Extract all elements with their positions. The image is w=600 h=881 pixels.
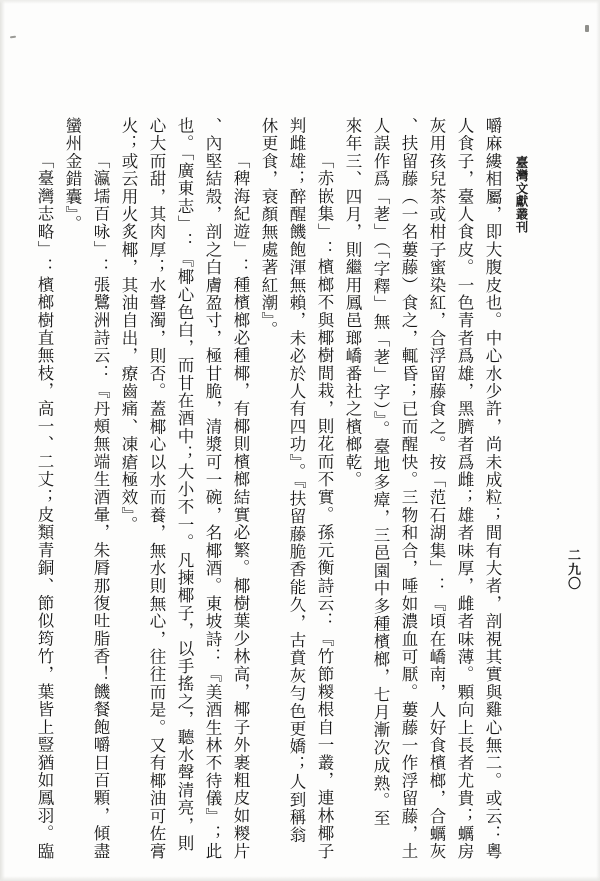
text-column: 「稗海紀遊」：種檳榔必種椰，有椰則檳榔結實必繁。椰樹葉少林高，椰子外裹粗皮如糉片 xyxy=(231,152,250,860)
text-column: 來年三、四月，則繼用鳳邑瑯嶠番社之檳榔乾。 xyxy=(343,117,362,489)
text-column: 也。「廣東志」：『椰心色白，而甘在酒中；大小不一。凡揀椰子，以手搖之，聽水聲清亮，則 xyxy=(175,117,194,853)
scan-edge-shadow xyxy=(596,0,600,881)
body-text-block xyxy=(30,117,506,865)
text-column: 、內堅結殼，剖之白膚盈寸，極甘脆，清漿可一碗，名椰酒。東坡詩：『美酒生林不待儀』；此 xyxy=(203,117,222,861)
text-column: 嚼麻縷相屬，即大腹皮也。中心水少許，尚未成粒；間有大者，剖視其實與雞心無二。或云：粵 xyxy=(483,117,502,861)
page-number: 二九〇 xyxy=(565,548,580,592)
scan-artifact xyxy=(585,25,589,32)
text-column: 人食子，臺人食皮。一色青者爲雄，黑臍者爲雌；雄者味厚，雌者味薄。顆向上長者尤貴；蠣房 xyxy=(455,117,474,861)
text-column: 判雌雄；醉醒饑飽渾無賴，未必於人有四功』。『扶留藤脆香能久，古賁灰勻色更嬌；人到稱翁 xyxy=(287,117,306,844)
text-column: 灰用孩兒茶或柑子蜜染紅，合浮留藤食之。按「范石湖集」：『頃在嶠南，人好食檳榔，合蠣灰 xyxy=(427,117,446,861)
text-column: 「臺灣志略」：檳榔樹直無枝，高一、二丈；皮類青銅、節似筠竹，葉皆上豎猶如鳳羽。臨 xyxy=(35,152,54,860)
text-column: 人誤作爲「荖」（「字釋」無「荖」字）』。臺地多瘴，三邑園中多種檳榔，七月漸次成熟。至 xyxy=(371,117,390,828)
scan-edge-shadow xyxy=(0,0,5,881)
text-column: 、扶留藤（一名蔞藤）食之，輒昏；已而醒快。三物和合，唾如濃血可厭。蔞藤一作浮留藤，土 xyxy=(399,117,418,861)
text-column: 蠻州金錯囊』。 xyxy=(63,117,82,233)
text-column: 心大而甜，其肉厚；水聲濁，則否。蓋椰心以水而養，無水則無心，往往而是。又有椰油可佐膏 xyxy=(147,117,166,861)
scan-edge-shadow xyxy=(0,876,600,881)
scan-edge-shadow xyxy=(0,0,600,4)
text-column: 休更食，衰顏無處著紅潮』。 xyxy=(259,117,278,339)
text-column: 火；或云用火炙椰，其油自出，療齒痛、凍瘡極效』。 xyxy=(119,117,138,534)
scan-artifact xyxy=(10,36,16,39)
series-title: 臺灣文獻叢刊 xyxy=(514,156,529,234)
text-column: 「赤嵌集」：檳榔不與椰樹間栽，則花而不實。孫元衡詩云：『竹節糉根自一叢，連林椰子 xyxy=(315,152,334,860)
text-column: 「瀛壖百咏」：張鷺洲詩云：『丹頰無端生酒暈，朱脣那復吐脂香！饑餐飽嚼日百顆，傾盡 xyxy=(91,152,110,860)
